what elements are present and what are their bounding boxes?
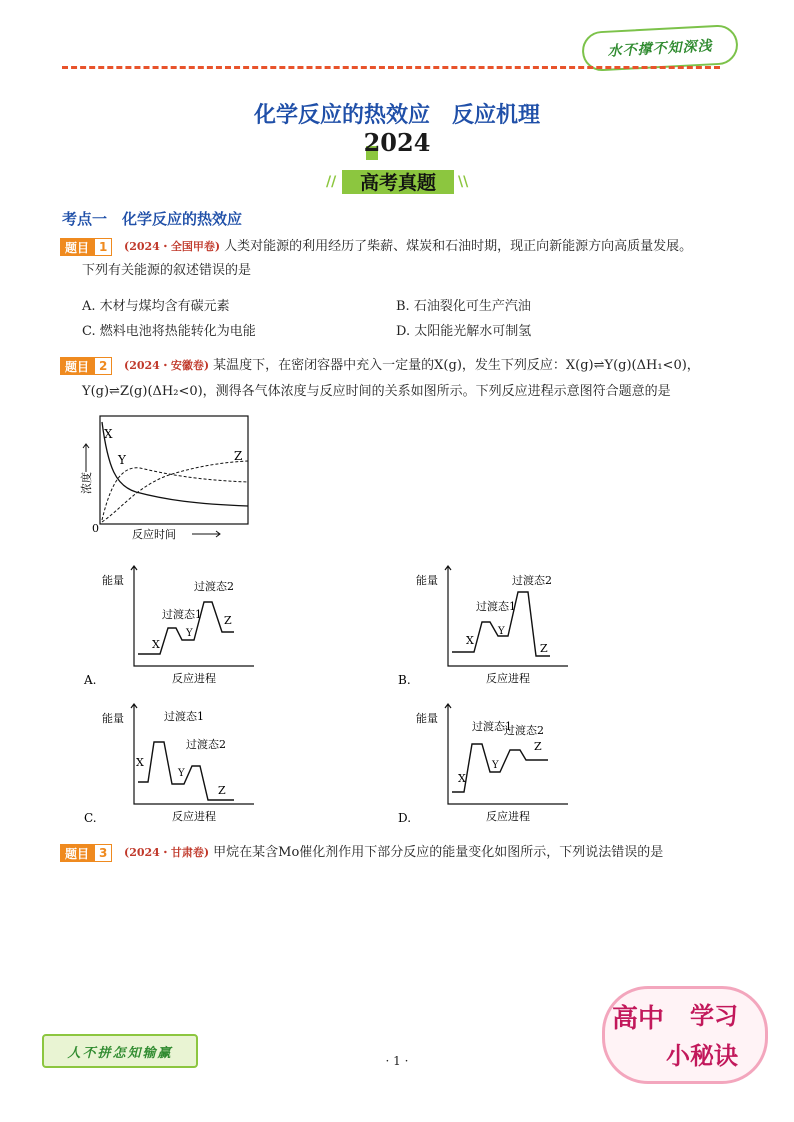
question-source: (2024・安徽卷) bbox=[124, 359, 210, 372]
transition-state-2-label: 过渡态2 bbox=[504, 724, 544, 737]
energy-ylabel: 能量 bbox=[416, 574, 438, 587]
sticker-text-3: 小秘诀 bbox=[666, 1042, 738, 1070]
question-tag-3 bbox=[60, 844, 112, 862]
xaxis-arrow bbox=[192, 531, 220, 537]
energy-ylabel: 能量 bbox=[102, 712, 124, 725]
option-label: D. bbox=[398, 811, 412, 825]
transition-state-1-label: 过渡态1 bbox=[472, 720, 512, 733]
question-1-line2: 下列有关能源的叙述错误的是 bbox=[82, 263, 252, 278]
question-2-line2: Y(g)⇌Z(g)(ΔH₂<0)，测得各气体浓度与反应时间的关系如图所示。下列反应进程示意图符合题意的是 bbox=[82, 384, 671, 399]
transition-state-1-label: 过渡态1 bbox=[162, 608, 202, 621]
page-number: · 1 · bbox=[385, 1054, 409, 1068]
energy-ylabel: 能量 bbox=[102, 574, 124, 587]
energy-xlabel: 反应进程 bbox=[172, 672, 216, 685]
curve-label-z: Z bbox=[234, 449, 243, 463]
curve-y bbox=[102, 468, 248, 520]
chart-origin: 0 bbox=[92, 522, 99, 535]
page-title: 化学反应的热效应 反应机理 bbox=[253, 103, 540, 128]
energy-diagram-a bbox=[82, 562, 262, 692]
sticker-text-1: 高中 bbox=[612, 1004, 665, 1034]
species-z-label: Z bbox=[224, 614, 232, 627]
banner-right-slash: \\ bbox=[458, 174, 469, 190]
option-d: D. 太阳能光解水可制氢 bbox=[396, 324, 532, 339]
question-source: (2024・全国甲卷) bbox=[124, 240, 221, 253]
species-x-label: X bbox=[466, 634, 474, 647]
question-2-text: 某温度下，在密闭容器中充入一定量的X(g)，发生下列反应：X(g)⇌Y(g)(ΔH₁<0)， bbox=[213, 358, 700, 373]
transition-state-2-label: 过渡态2 bbox=[194, 580, 234, 593]
energy-diagram-b bbox=[396, 562, 576, 692]
energy-xlabel: 反应进程 bbox=[486, 672, 530, 685]
question-tag-label: 题目 bbox=[60, 357, 94, 375]
footer-motto-badge: 人不拼怎知输赢 bbox=[42, 1034, 198, 1068]
question-tag-2 bbox=[60, 357, 112, 375]
option-c: C. 燃料电池将热能转化为电能 bbox=[82, 324, 256, 339]
banner-left-slash: // bbox=[326, 174, 337, 190]
question-2-line1 bbox=[124, 357, 700, 375]
species-y-label: Y bbox=[186, 628, 193, 639]
option-label: C. bbox=[84, 811, 97, 825]
energy-xlabel: 反应进程 bbox=[172, 810, 216, 823]
energy-diagram-c bbox=[82, 700, 262, 830]
species-y-label: Y bbox=[498, 626, 505, 637]
energy-xlabel: 反应进程 bbox=[486, 810, 530, 823]
year-heading: 2024 bbox=[363, 128, 431, 157]
species-x-label: X bbox=[152, 638, 160, 651]
question-tag-label: 题目 bbox=[60, 238, 94, 256]
question-number: 3 bbox=[94, 844, 112, 862]
species-x-label: X bbox=[458, 772, 466, 785]
option-a: A. 木材与煤均含有碳元素 bbox=[82, 299, 230, 314]
transition-state-2-label: 过渡态2 bbox=[186, 738, 226, 751]
chart-frame bbox=[100, 416, 248, 524]
header-motto-badge: 水不撑不知深浅 bbox=[581, 24, 739, 72]
yaxis-arrow bbox=[83, 444, 89, 472]
question-number: 2 bbox=[94, 357, 112, 375]
transition-state-1-label: 过渡态1 bbox=[476, 600, 516, 613]
curve-label-y: Y bbox=[118, 453, 126, 467]
species-y-label: Y bbox=[178, 768, 185, 779]
concentration-chart bbox=[76, 408, 256, 540]
section-heading: 考点一 化学反应的热效应 bbox=[62, 210, 243, 228]
option-b: B. 石油裂化可生产汽油 bbox=[396, 299, 531, 314]
question-1-line1 bbox=[124, 238, 692, 256]
energy-diagram-d bbox=[396, 700, 576, 830]
curve-z bbox=[102, 461, 248, 522]
transition-state-1-label: 过渡态1 bbox=[164, 710, 204, 723]
question-source: (2024・甘肃卷) bbox=[124, 846, 210, 859]
species-y-label: Y bbox=[492, 760, 499, 771]
question-number: 1 bbox=[94, 238, 112, 256]
banner-title: 高考真题 bbox=[359, 172, 436, 194]
question-1-text: 人类对能源的利用经历了柴薪、煤炭和石油时期，现正向新能源方向高质量发展。 bbox=[224, 239, 693, 254]
species-z-label: Z bbox=[540, 642, 548, 655]
header-dashed-divider bbox=[62, 66, 720, 69]
question-tag-1 bbox=[60, 238, 112, 256]
curve-label-x: X bbox=[104, 427, 113, 441]
energy-axes bbox=[445, 704, 568, 804]
question-3-text: 甲烷在某含Mo催化剂作用下部分反应的能量变化如图所示，下列说法错误的是 bbox=[213, 845, 664, 860]
option-label: A. bbox=[84, 673, 97, 687]
sticker-text-2: 学习 bbox=[690, 1002, 738, 1030]
option-label: B. bbox=[398, 673, 411, 687]
chart-xlabel: 反应时间 bbox=[132, 528, 176, 540]
question-tag-label: 题目 bbox=[60, 844, 94, 862]
chart-ylabel: 浓度 bbox=[80, 472, 93, 494]
energy-ylabel: 能量 bbox=[416, 712, 438, 725]
species-z-label: Z bbox=[218, 784, 226, 797]
transition-state-2-label: 过渡态2 bbox=[512, 574, 552, 587]
question-3-line1 bbox=[124, 844, 663, 862]
species-x-label: X bbox=[136, 756, 144, 769]
species-z-label: Z bbox=[534, 740, 542, 753]
